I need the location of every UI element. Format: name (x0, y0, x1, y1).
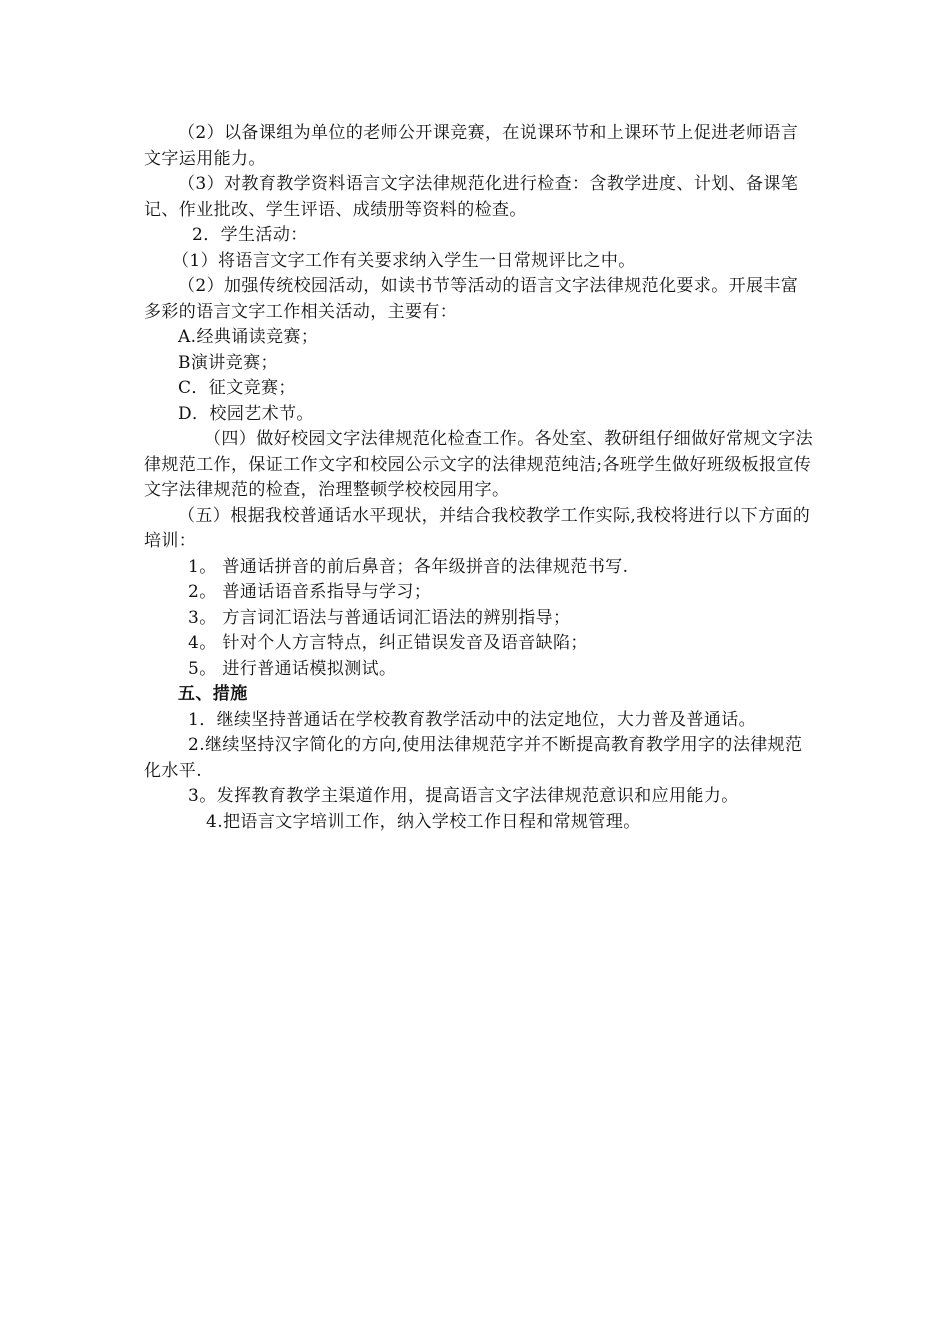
list-item-art-festival: D．校园艺术节。 (178, 403, 314, 424)
paragraph-measure-2: 2.继续坚持汉字简化的方向,使用法律规范字并不断提高教育教学用字的法律规范化水平. (144, 735, 803, 781)
section-heading-measures: 五、措施 (178, 684, 248, 704)
paragraph-measure-3: 3。发挥教育教学主渠道作用，提高语言文字法律规范意识和应用能力。 (188, 786, 739, 806)
list-item-training-2: 2。 普通话语音系指导与学习； (188, 582, 432, 602)
paragraph-material-inspection: （3）对教育教学资料语言文字法律规范化进行检查：含教学进度、计划、备课笔记、作业批改、学生评语、成绩册等资料的检查。 (144, 174, 799, 220)
paragraph-measure-1: 1．继续坚持普通话在学校教育教学活动中的法定地位，大力普及普通话。 (188, 709, 757, 730)
list-item-training-5: 5。 进行普通话模拟测试。 (188, 658, 397, 679)
list-item-essay-contest: C．征文竞赛； (178, 378, 296, 398)
paragraph-training-intro: （五）根据我校普通话水平现状，并结合我校教学工作实际,我校将进行以下方面的培训： (144, 505, 811, 551)
paragraph-lesson-competition: （2）以备课组为单位的老师公开课竞赛，在说课环节和上课环节上促进老师语言文字运用能力。 (144, 123, 799, 169)
paragraph-campus-activities: （2）加强传统校园活动，如读书节等活动的语言文字法律规范化要求。开展丰富多彩的语言文字工作相关活动，主要有： (144, 276, 799, 322)
paragraph-measure-4: 4.把语言文字培训工作，纳入学校工作日程和常规管理。 (206, 811, 641, 832)
heading-student-activities: 2．学生活动： (192, 225, 308, 245)
document-page (144, 121, 814, 835)
paragraph-daily-routine: （1）将语言文字工作有关要求纳入学生一日常规评比之中。 (172, 250, 636, 271)
list-item-classic-reading: A.经典诵读竞赛； (178, 327, 319, 347)
list-item-training-4: 4。 针对个人方言特点，纠正错误发音及语音缺陷； (188, 633, 588, 653)
list-item-training-3: 3。 方言词汇语法与普通话词汇语法的辨别指导； (188, 607, 571, 628)
list-item-speech-contest: B演讲竞赛； (178, 352, 278, 373)
paragraph-text-inspection: （四）做好校园文字法律规范化检查工作。各处室、教研组仔细做好常规文字法律规范工作，保证工作文字和校园公示文字的法律规范纯洁;各班学生做好班级板报宣传文字法律规范的检查，治理整顿学校校园用字。 (144, 429, 813, 500)
list-item-training-1: 1。 普通话拼音的前后鼻音；各年级拼音的法律规范书写. (188, 556, 629, 577)
